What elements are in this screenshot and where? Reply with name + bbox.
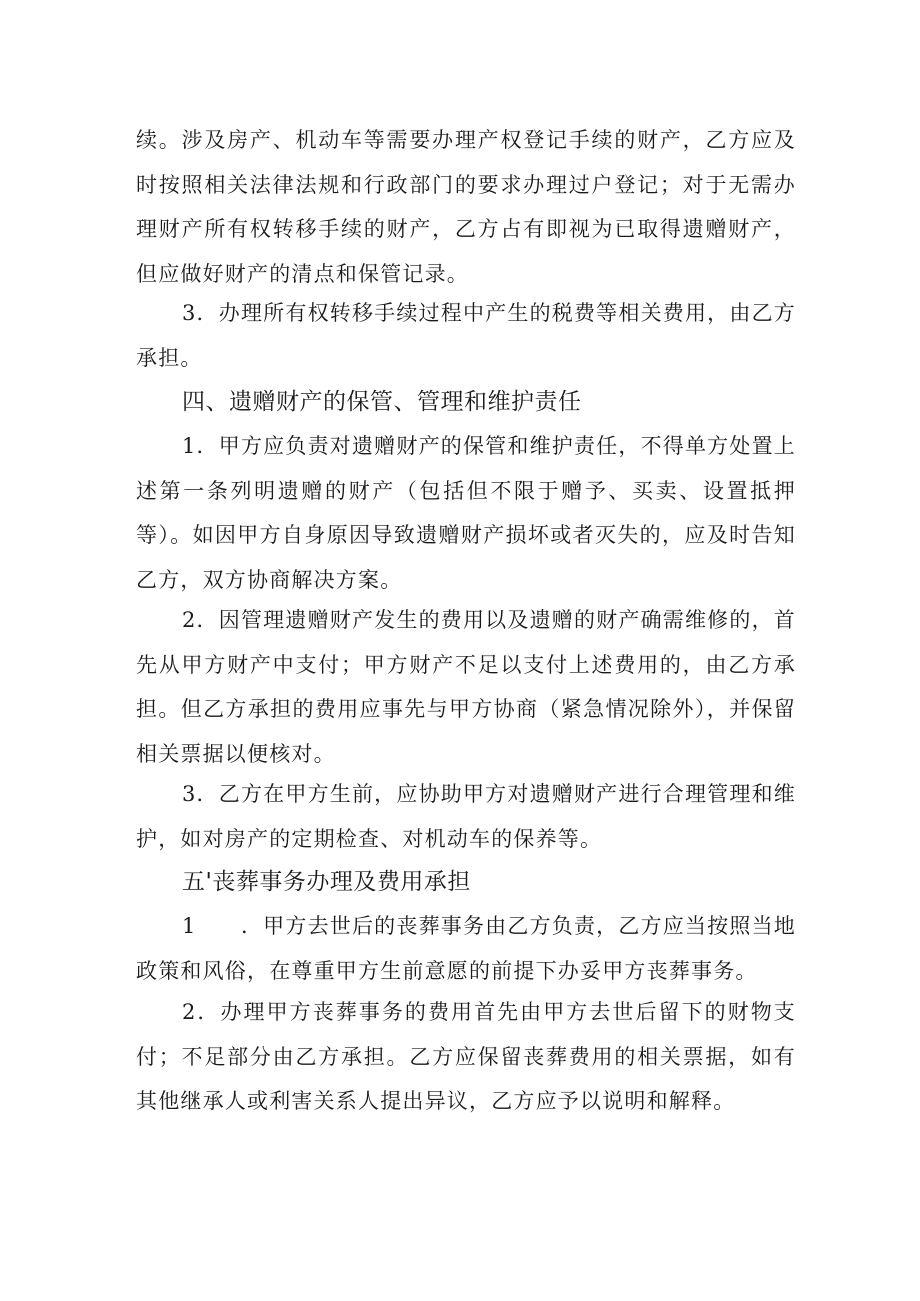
paragraph-funeral-costs: 2．办理甲方丧葬事务的费用首先由甲方去世后留下的财物支付；不足部分由乙方承担。乙方应保留丧葬费用的相关票据，如有其他继承人或利害关系人提出异议，乙方应予以说明和解释。 bbox=[136, 1000, 796, 1113]
paragraph-transfer-registration: 续。涉及房产、机动车等需要办理产权登记手续的财产，乙方应及时按照相关法律法规和行政部门的要求办理过户登记；对于无需办理财产所有权转移手续的财产，乙方占有即视为已取得遗赠财产，但应做好财产的清点和保管记录。 bbox=[136, 128, 796, 286]
paragraph-funeral-affairs: 1 ．甲方去世后的丧葬事务由乙方负责，乙方应当按照当地政策和风俗，在尊重甲方生前意愿的前提下办妥甲方丧葬事务。 bbox=[136, 914, 796, 983]
section-heading-5: 五'丧葬事务办理及费用承担 bbox=[182, 869, 471, 895]
paragraph-assist-management: 3．乙方在甲方生前，应协助甲方对遗赠财产进行合理管理和维护，如对房产的定期检查、对机动车的保养等。 bbox=[136, 782, 796, 851]
paragraph-custody-duty: 1．甲方应负责对遗赠财产的保管和维护责任，不得单方处置上述第一条列明遗赠的财产（包括但不限于赠予、买卖、设置抵押等）。如因甲方自身原因导致遗赠财产损坏或者灭失的，应及时告知乙方，双方协商解决方案。 bbox=[136, 434, 796, 592]
section-heading-4: 四、遗赠财产的保管、管理和维护责任 bbox=[182, 389, 582, 415]
paragraph-maintenance-costs: 2．因管理遗赠财产发生的费用以及遗赠的财产确需维修的，首先从甲方财产中支付；甲方财产不足以支付上述费用的，由乙方承担。但乙方承担的费用应事先与甲方协商（紧急情况除外），并保留相关票据以便核对。 bbox=[136, 608, 796, 766]
paragraph-transfer-fees: 3．办理所有权转移手续过程中产生的税费等相关费用，由乙方承担。 bbox=[136, 301, 796, 370]
